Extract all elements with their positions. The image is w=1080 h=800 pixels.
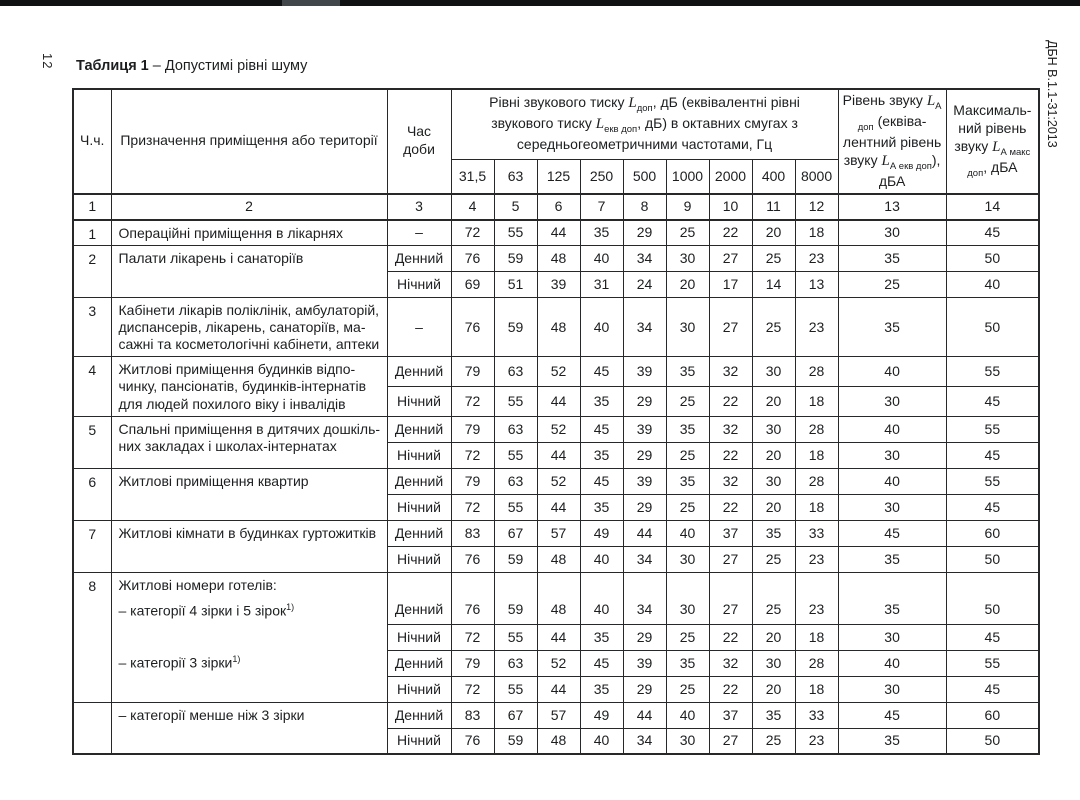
sound-level-cell: 35 <box>838 546 946 572</box>
sound-level-cell: 30 <box>838 387 946 417</box>
sound-level-cell: 35 <box>838 246 946 272</box>
max-level-cell: 50 <box>946 546 1039 572</box>
sound-level-cell: 45 <box>838 520 946 546</box>
value-cell: 63 <box>494 357 537 387</box>
column-number-row <box>73 194 1039 220</box>
time-of-day-cell: – <box>387 298 451 357</box>
value-cell: 23 <box>795 298 838 357</box>
value-cell: 25 <box>666 220 709 246</box>
value-cell: 57 <box>537 702 580 728</box>
value-cell: 35 <box>666 468 709 494</box>
time-of-day-cell: Нічний <box>387 624 451 650</box>
table-row <box>73 702 1039 728</box>
sound-level-cell: 40 <box>838 416 946 442</box>
value-cell: 45 <box>580 357 623 387</box>
sound-level-cell: 30 <box>838 220 946 246</box>
time-of-day-cell: Нічний <box>387 676 451 702</box>
value-cell: 55 <box>494 676 537 702</box>
value-cell: 18 <box>795 494 838 520</box>
value-cell: 35 <box>666 357 709 387</box>
row-number-cell: 5 <box>73 416 111 468</box>
value-cell: 20 <box>666 272 709 298</box>
value-cell: 33 <box>795 702 838 728</box>
value-cell: 40 <box>580 572 623 624</box>
value-cell: 29 <box>623 676 666 702</box>
sound-level-cell: 30 <box>838 494 946 520</box>
value-cell: 35 <box>580 442 623 468</box>
value-cell: 20 <box>752 442 795 468</box>
time-of-day-cell: Нічний <box>387 387 451 417</box>
value-cell: 29 <box>623 442 666 468</box>
time-of-day-cell: Денний <box>387 702 451 728</box>
value-cell: 45 <box>580 650 623 676</box>
table-row <box>73 468 1039 494</box>
value-cell: 49 <box>580 702 623 728</box>
table-body <box>73 220 1039 754</box>
value-cell: 59 <box>494 298 537 357</box>
time-of-day-cell: Денний <box>387 357 451 387</box>
value-cell: 37 <box>709 702 752 728</box>
column-number-cell: 7 <box>580 194 623 220</box>
value-cell: 83 <box>451 520 494 546</box>
column-number-cell: 12 <box>795 194 838 220</box>
value-cell: 22 <box>709 220 752 246</box>
value-cell: 20 <box>752 387 795 417</box>
value-cell: 35 <box>580 387 623 417</box>
header-max-sound-level: Максималь-ний рівень звуку $L_{А макс доп}$, дБА <box>946 89 1039 194</box>
value-cell: 34 <box>623 298 666 357</box>
value-cell: 39 <box>623 357 666 387</box>
header-sound-pressure-levels: Рівні звукового тиску $L_{доп}$, дБ (еквівалентні рівні звукового тиску $L_{екв доп}$, дБ) в октавних смугах з середньогеометричними частотами, Гц <box>451 89 838 159</box>
value-cell: 34 <box>623 572 666 624</box>
value-cell: 18 <box>795 624 838 650</box>
value-cell: 35 <box>666 650 709 676</box>
table-row <box>73 572 1039 598</box>
value-cell: 24 <box>623 272 666 298</box>
value-cell: 23 <box>795 572 838 624</box>
value-cell: 32 <box>709 357 752 387</box>
value-cell: 22 <box>709 387 752 417</box>
value-cell: 30 <box>666 298 709 357</box>
value-cell: 13 <box>795 272 838 298</box>
value-cell: 48 <box>537 298 580 357</box>
value-cell: 23 <box>795 246 838 272</box>
value-cell: 40 <box>580 728 623 754</box>
value-cell: 34 <box>623 546 666 572</box>
value-cell: 32 <box>709 468 752 494</box>
max-level-cell: 40 <box>946 272 1039 298</box>
sound-level-cell: 35 <box>838 298 946 357</box>
value-cell: 40 <box>666 702 709 728</box>
value-cell: 48 <box>537 728 580 754</box>
max-level-cell: 55 <box>946 357 1039 387</box>
value-cell: 39 <box>537 272 580 298</box>
column-number-cell: 8 <box>623 194 666 220</box>
value-cell: 30 <box>666 246 709 272</box>
max-level-cell: 55 <box>946 650 1039 676</box>
time-of-day-cell: Денний <box>387 520 451 546</box>
value-cell: 34 <box>623 246 666 272</box>
page-number: 12 <box>40 53 55 70</box>
value-cell: 69 <box>451 272 494 298</box>
value-cell: 18 <box>795 220 838 246</box>
value-cell: 39 <box>623 416 666 442</box>
row-number-cell: 1 <box>73 220 111 246</box>
value-cell: 76 <box>451 546 494 572</box>
value-cell: 59 <box>494 246 537 272</box>
value-cell: 40 <box>580 546 623 572</box>
table-row <box>73 298 1039 357</box>
value-cell: 30 <box>752 416 795 442</box>
value-cell: 59 <box>494 572 537 624</box>
max-level-cell: 45 <box>946 494 1039 520</box>
max-level-cell: 55 <box>946 416 1039 442</box>
value-cell: 44 <box>537 387 580 417</box>
value-cell: 63 <box>494 650 537 676</box>
table-row <box>73 246 1039 272</box>
room-purpose-cell: Кабінети лікарів поліклінік, амбулаторій, диспансерів, лікарень, санаторіїв, ма- сажні та косметологічні кабінети, аптеки <box>111 298 387 357</box>
value-cell: 44 <box>537 676 580 702</box>
value-cell: 14 <box>752 272 795 298</box>
room-purpose-cell: Житлові приміщення квартир <box>111 468 387 520</box>
column-number-cell: 5 <box>494 194 537 220</box>
value-cell: 35 <box>752 520 795 546</box>
value-cell: 55 <box>494 387 537 417</box>
column-number-cell: 4 <box>451 194 494 220</box>
value-cell: 22 <box>709 624 752 650</box>
value-cell: 25 <box>666 676 709 702</box>
value-cell: 76 <box>451 572 494 624</box>
value-cell: 37 <box>709 520 752 546</box>
scan-artifact-light-patch <box>282 0 340 6</box>
value-cell: 18 <box>795 442 838 468</box>
value-cell: 35 <box>752 702 795 728</box>
value-cell: 28 <box>795 650 838 676</box>
max-level-cell: 45 <box>946 442 1039 468</box>
frequency-header-cell: 400 <box>752 159 795 193</box>
value-cell: 72 <box>451 624 494 650</box>
row-number-cell <box>73 702 111 754</box>
sound-level-cell: 30 <box>838 624 946 650</box>
sound-level-cell: 40 <box>838 468 946 494</box>
sound-level-cell: 30 <box>838 676 946 702</box>
value-cell: 27 <box>709 546 752 572</box>
time-of-day-cell: Денний <box>387 246 451 272</box>
time-of-day-cell: Нічний <box>387 728 451 754</box>
table-row <box>73 220 1039 246</box>
room-purpose-cell: – категорії 3 зірки$^{1)}$ <box>111 650 387 702</box>
value-cell: 48 <box>537 246 580 272</box>
value-cell: 18 <box>795 676 838 702</box>
frequency-header-cell: 8000 <box>795 159 838 193</box>
value-cell: 25 <box>666 387 709 417</box>
value-cell: 27 <box>709 728 752 754</box>
value-cell: 17 <box>709 272 752 298</box>
value-cell: 35 <box>666 416 709 442</box>
value-cell: 23 <box>795 728 838 754</box>
value-cell: 40 <box>580 298 623 357</box>
column-number-cell: 3 <box>387 194 451 220</box>
sound-level-cell: 45 <box>838 702 946 728</box>
value-cell: 28 <box>795 468 838 494</box>
value-cell: 30 <box>752 357 795 387</box>
time-of-day-cell: – <box>387 220 451 246</box>
value-cell: 31 <box>580 272 623 298</box>
value-cell: 48 <box>537 546 580 572</box>
value-cell: 45 <box>580 468 623 494</box>
value-cell: 52 <box>537 357 580 387</box>
value-cell: 25 <box>666 494 709 520</box>
header-row-number: Ч.ч. <box>73 89 111 194</box>
value-cell: 72 <box>451 676 494 702</box>
sound-level-cell: 35 <box>838 572 946 624</box>
value-cell: 83 <box>451 702 494 728</box>
value-cell: 63 <box>494 416 537 442</box>
value-cell: 29 <box>623 624 666 650</box>
room-purpose-cell: Житлові приміщення будинків відпо- чинку, пансіонатів, будинків-інтернатів для людей похилого віку і інвалідів <box>111 357 387 416</box>
value-cell: 40 <box>666 520 709 546</box>
document-code: ДБН В.1.1-31:2013 <box>1045 40 1059 148</box>
value-cell: 40 <box>580 246 623 272</box>
table-row <box>73 520 1039 546</box>
max-level-cell: 50 <box>946 246 1039 272</box>
value-cell: 55 <box>494 220 537 246</box>
sound-level-cell: 40 <box>838 357 946 387</box>
value-cell: 35 <box>580 624 623 650</box>
value-cell: 44 <box>537 442 580 468</box>
value-cell: 25 <box>752 728 795 754</box>
sound-level-cell: 40 <box>838 650 946 676</box>
max-level-cell: 55 <box>946 468 1039 494</box>
value-cell: 18 <box>795 387 838 417</box>
max-level-cell: 45 <box>946 220 1039 246</box>
max-level-cell: 50 <box>946 298 1039 357</box>
row-number-cell: 4 <box>73 357 111 416</box>
value-cell: 52 <box>537 416 580 442</box>
value-cell: 32 <box>709 650 752 676</box>
row-number-cell: 2 <box>73 246 111 298</box>
column-number-cell: 13 <box>838 194 946 220</box>
value-cell: 52 <box>537 468 580 494</box>
value-cell: 57 <box>537 520 580 546</box>
room-purpose-cell: Палати лікарень і санаторіїв <box>111 246 387 298</box>
value-cell: 27 <box>709 246 752 272</box>
value-cell: 59 <box>494 546 537 572</box>
value-cell: 49 <box>580 520 623 546</box>
value-cell: 27 <box>709 298 752 357</box>
value-cell: 20 <box>752 624 795 650</box>
room-purpose-cell: Житлові номери готелів: <box>111 572 387 598</box>
column-number-cell: 6 <box>537 194 580 220</box>
value-cell: 45 <box>580 416 623 442</box>
frequency-header-cell: 125 <box>537 159 580 193</box>
column-number-cell: 2 <box>111 194 387 220</box>
value-cell: 55 <box>494 624 537 650</box>
value-cell: 35 <box>580 676 623 702</box>
header-sound-level: Рівень звуку $L_{А доп}$ (еквіва-лентний рівень звуку $L_{А екв доп}$), дБА <box>838 89 946 194</box>
value-cell: 44 <box>623 702 666 728</box>
table-row <box>73 650 1039 676</box>
value-cell: 39 <box>623 468 666 494</box>
value-cell: 44 <box>537 220 580 246</box>
room-purpose-cell: – категорії 4 зірки і 5 зірок$^{1)}$ <box>111 598 387 650</box>
table-header-row <box>73 89 1039 159</box>
value-cell: 79 <box>451 468 494 494</box>
value-cell: 20 <box>752 676 795 702</box>
max-level-cell: 45 <box>946 624 1039 650</box>
table-title <box>76 58 307 74</box>
max-level-cell: 60 <box>946 520 1039 546</box>
frequency-header-cell: 1000 <box>666 159 709 193</box>
time-of-day-cell: Нічний <box>387 272 451 298</box>
value-cell: 44 <box>537 494 580 520</box>
value-cell: 67 <box>494 702 537 728</box>
value-cell: 72 <box>451 494 494 520</box>
value-cell: 35 <box>580 494 623 520</box>
value-cell: 25 <box>666 624 709 650</box>
value-cell: 22 <box>709 442 752 468</box>
max-level-cell: 50 <box>946 572 1039 624</box>
value-cell: 76 <box>451 728 494 754</box>
value-cell: 67 <box>494 520 537 546</box>
value-cell: 76 <box>451 298 494 357</box>
value-cell: 30 <box>666 546 709 572</box>
table-title-text: – Допустимі рівні шуму <box>148 58 308 74</box>
room-purpose-cell: Операційні приміщення в лікарнях <box>111 220 387 246</box>
value-cell: 30 <box>752 650 795 676</box>
value-cell: 25 <box>752 572 795 624</box>
room-purpose-cell: Житлові кімнати в будинках гуртожитків <box>111 520 387 572</box>
value-cell: 23 <box>795 546 838 572</box>
value-cell: 25 <box>752 298 795 357</box>
value-cell: 32 <box>709 416 752 442</box>
value-cell: 72 <box>451 220 494 246</box>
value-cell: 25 <box>666 442 709 468</box>
frequency-header-cell: 31,5 <box>451 159 494 193</box>
value-cell: 20 <box>752 494 795 520</box>
value-cell: 55 <box>494 442 537 468</box>
value-cell: 33 <box>795 520 838 546</box>
value-cell: 51 <box>494 272 537 298</box>
value-cell: 63 <box>494 468 537 494</box>
value-cell: 59 <box>494 728 537 754</box>
value-cell: 34 <box>623 728 666 754</box>
column-number-cell: 1 <box>73 194 111 220</box>
value-cell: 30 <box>752 468 795 494</box>
value-cell: 48 <box>537 572 580 624</box>
value-cell: 30 <box>666 572 709 624</box>
value-cell: 72 <box>451 387 494 417</box>
column-number-cell: 11 <box>752 194 795 220</box>
row-number-cell: 3 <box>73 298 111 357</box>
frequency-header-cell: 500 <box>623 159 666 193</box>
value-cell: 52 <box>537 650 580 676</box>
value-cell: 25 <box>752 246 795 272</box>
time-of-day-cell: Денний <box>387 468 451 494</box>
time-of-day-cell: Нічний <box>387 494 451 520</box>
value-cell: 27 <box>709 572 752 624</box>
value-cell: 28 <box>795 416 838 442</box>
value-cell: 76 <box>451 246 494 272</box>
table-row <box>73 357 1039 387</box>
frequency-header-cell: 2000 <box>709 159 752 193</box>
value-cell: 25 <box>752 546 795 572</box>
value-cell: 29 <box>623 494 666 520</box>
frequency-header-cell: 63 <box>494 159 537 193</box>
value-cell: 22 <box>709 676 752 702</box>
value-cell: 22 <box>709 494 752 520</box>
value-cell: 44 <box>623 520 666 546</box>
value-cell: 55 <box>494 494 537 520</box>
value-cell: 29 <box>623 220 666 246</box>
time-of-day-cell: Денний <box>387 650 451 676</box>
time-of-day-cell: Денний <box>387 572 451 624</box>
table-row <box>73 416 1039 442</box>
room-purpose-cell: Спальні приміщення в дитячих дошкіль- них закладах і школах-інтернатах <box>111 416 387 468</box>
max-level-cell: 50 <box>946 728 1039 754</box>
value-cell: 28 <box>795 357 838 387</box>
sound-level-cell: 25 <box>838 272 946 298</box>
header-room-purpose: Призначення приміщення або території <box>111 89 387 194</box>
sound-level-cell: 35 <box>838 728 946 754</box>
value-cell: 79 <box>451 416 494 442</box>
table-title-number: Таблиця 1 <box>76 58 149 74</box>
value-cell: 79 <box>451 650 494 676</box>
room-purpose-cell: – категорії менше ніж 3 зірки <box>111 702 387 754</box>
column-number-cell: 9 <box>666 194 709 220</box>
value-cell: 72 <box>451 442 494 468</box>
time-of-day-cell: Нічний <box>387 442 451 468</box>
time-of-day-cell: Нічний <box>387 546 451 572</box>
max-level-cell: 45 <box>946 676 1039 702</box>
scan-artifact-bar <box>0 0 1080 6</box>
value-cell: 39 <box>623 650 666 676</box>
value-cell: 29 <box>623 387 666 417</box>
row-number-cell: 7 <box>73 520 111 572</box>
value-cell: 30 <box>666 728 709 754</box>
row-number-cell: 6 <box>73 468 111 520</box>
value-cell: 79 <box>451 357 494 387</box>
column-number-cell: 14 <box>946 194 1039 220</box>
value-cell: 35 <box>580 220 623 246</box>
max-level-cell: 45 <box>946 387 1039 417</box>
time-of-day-cell: Денний <box>387 416 451 442</box>
max-level-cell: 60 <box>946 702 1039 728</box>
sound-level-cell: 30 <box>838 442 946 468</box>
frequency-header-cell: 250 <box>580 159 623 193</box>
column-number-cell: 10 <box>709 194 752 220</box>
value-cell: 44 <box>537 624 580 650</box>
header-time-of-day: Час доби <box>387 89 451 194</box>
row-number-cell: 8 <box>73 572 111 702</box>
value-cell: 20 <box>752 220 795 246</box>
noise-levels-table <box>72 88 1040 755</box>
